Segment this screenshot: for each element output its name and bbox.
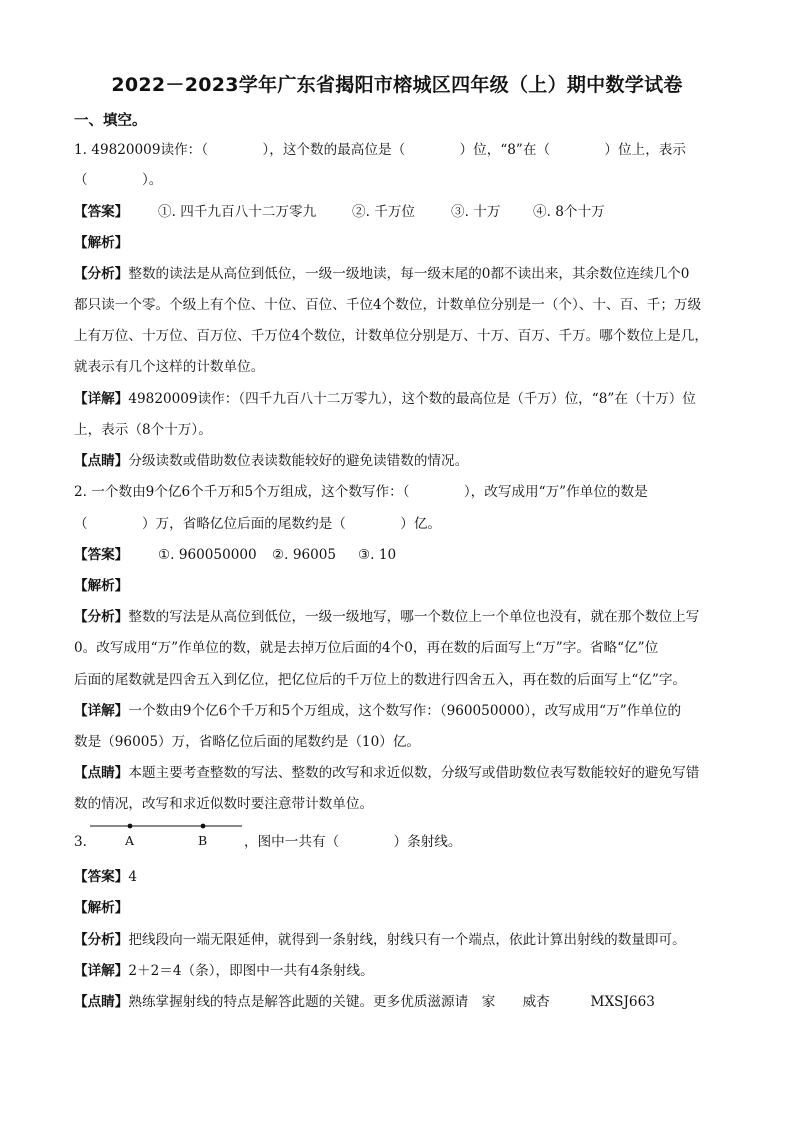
q1-comment [74,451,734,471]
q2-detail-line2: 数是（96005）万，省略亿位后面的尾数约是（10）亿。 [74,734,421,750]
q2-analysis-heading: 【解析】 [74,578,129,594]
ray-figure [86,818,246,852]
q1-detail-line1 [74,389,734,409]
q1-answer-4: ④. 8个十万 [533,204,605,220]
q2-comment-line2: 数的情况，改写和求近似数时要注意带计数单位。 [74,796,374,812]
answer-tag: 【答案】 [74,869,129,885]
q2-fenxi-text: 整数的写法是从高位到低位，一级一级地写，哪一个数位上一个单位也没有，就在那个数位上写 [128,609,700,625]
analysis-tag: 解析 [87,578,115,594]
q1-answer-3: ③. 十万 [451,204,501,220]
q1-text-line1: 1. 49820009读作：（ ），这个数的最高位是（ ）位，“8”在（ ）位上，表示 [74,142,686,158]
q1-comment-text: 分级读数或借助数位表读数能较好的避免读错数的情况。 [128,453,469,469]
q2-answer-1: ①. 960050000 [158,547,257,563]
q1-answer-1: ①. 四千九百八十二万零九 [158,204,317,220]
q3-fenxi-text: 把线段向一端无限延伸，就得到一条射线，射线只有一个端点，依此计算出射线的数量即可。 [128,932,686,948]
detail-tag: 【详解】 [74,963,129,979]
q3-detail-text: 2＋2＝4（条），即图中一共有4条射线。 [128,963,374,979]
answer-tag: 【答案】 [74,204,129,220]
analysis-tag: 解析 [87,235,115,251]
detail-tag: 【详解】 [74,703,129,719]
comment-tag: 【点睛】 [74,453,129,469]
detail-tag: 【详解】 [74,391,129,407]
q2-fenxi-line2: 0。改写成用“万”作单位的数，就是去掉万位后面的4个0，再在数的后面写上“万”字。省略“亿”位 [74,640,659,656]
q1-fenxi-text: 整数的读法是从高位到低位，一级一级地读，每一级末尾的0都不读出来，其余数位连续几个0 [128,266,690,282]
q3-comment-text: 熟练掌握射线的特点是解答此题的关键。更多优质滋源请 家 威杏 MXSJ663 [128,994,655,1010]
q2-answer-3: ③. 10 [358,547,397,563]
q3-analysis-heading: 【解析】 [74,900,129,916]
q2-fenxi-line3: 后面的尾数就是四舍五入到亿位，把亿位后的千万位上的数进行四舍五入，再在数的后面写上“亿”字。 [74,672,687,688]
q2-comment-text: 本题主要考查整数的写法、整数的改写和求近似数，分级写或借助数位表写数能较好的避免写错 [128,765,700,781]
q2-text-line1: 2. 一个数由9个亿6个千万和5个万组成，这个数写作：（ ），改写成用“万”作单位的数是 [74,484,648,500]
q2-detail-text: 一个数由9个亿6个千万和5个万组成，这个数写作：（960050000），改写成用“万”作单位的 [128,703,682,719]
fenxi-tag: 【分析】 [74,932,129,948]
q2-detail-line1 [74,701,734,721]
analysis-tag: 解析 [87,900,115,916]
q1-detail-line2: 上，表示（8个十万）。 [74,422,212,438]
q1-fenxi-line4: 就表示有几个这样的计数单位。 [74,359,265,375]
point-b-dot [201,824,206,829]
q3-number: 3. [74,834,87,850]
q1-detail-text: 49820009读作：（四千九百八十二万零九），这个数的最高位是（千万）位，“8”在（十万）位 [128,391,696,407]
q1-fenxi-line1 [74,264,734,284]
point-b-label: B [198,833,208,848]
comment-tag: 【点睛】 [74,994,129,1010]
q3-answer: 4 [128,869,138,885]
q2-answer-2: ②. 96005 [272,547,337,563]
q3-detail [74,961,734,981]
q2-fenxi-line1 [74,607,734,627]
section-heading: 一、填空。 [74,113,147,129]
fenxi-tag: 【分析】 [74,266,129,282]
q1-text-line2: （ ）。 [74,172,163,188]
q1-answer-2: ②. 千万位 [352,204,416,220]
fenxi-tag: 【分析】 [74,609,129,625]
q2-text-line2: （ ）万，省略亿位后面的尾数约是（ ）亿。 [74,516,442,532]
q3-text: ，图中一共有（ ）条射线。 [244,834,462,850]
q1-fenxi-line3: 上有万位、十万位、百万位、千万位4个数位，计数单位分别是万、十万、百万、千万。哪个数位上是几， [74,328,708,344]
comment-tag: 【点睛】 [74,765,129,781]
q2-comment-line1 [74,763,734,783]
q1-analysis-heading: 【解析】 [74,235,129,251]
q3-answer-row [74,867,734,887]
q1-fenxi-line2: 都只读一个零。个级上有个位、十位、百位、千位4个数位，计数单位分别是一（个）、十、百、千；万级 [74,297,702,313]
q3-comment [74,992,734,1012]
answer-tag: 【答案】 [74,547,129,563]
point-a-label: A [125,833,135,848]
q3-fenxi [74,930,734,950]
page-title: 2022－2023学年广东省揭阳市榕城区四年级（上）期中数学试卷 [111,74,683,96]
point-a-dot [128,824,133,829]
